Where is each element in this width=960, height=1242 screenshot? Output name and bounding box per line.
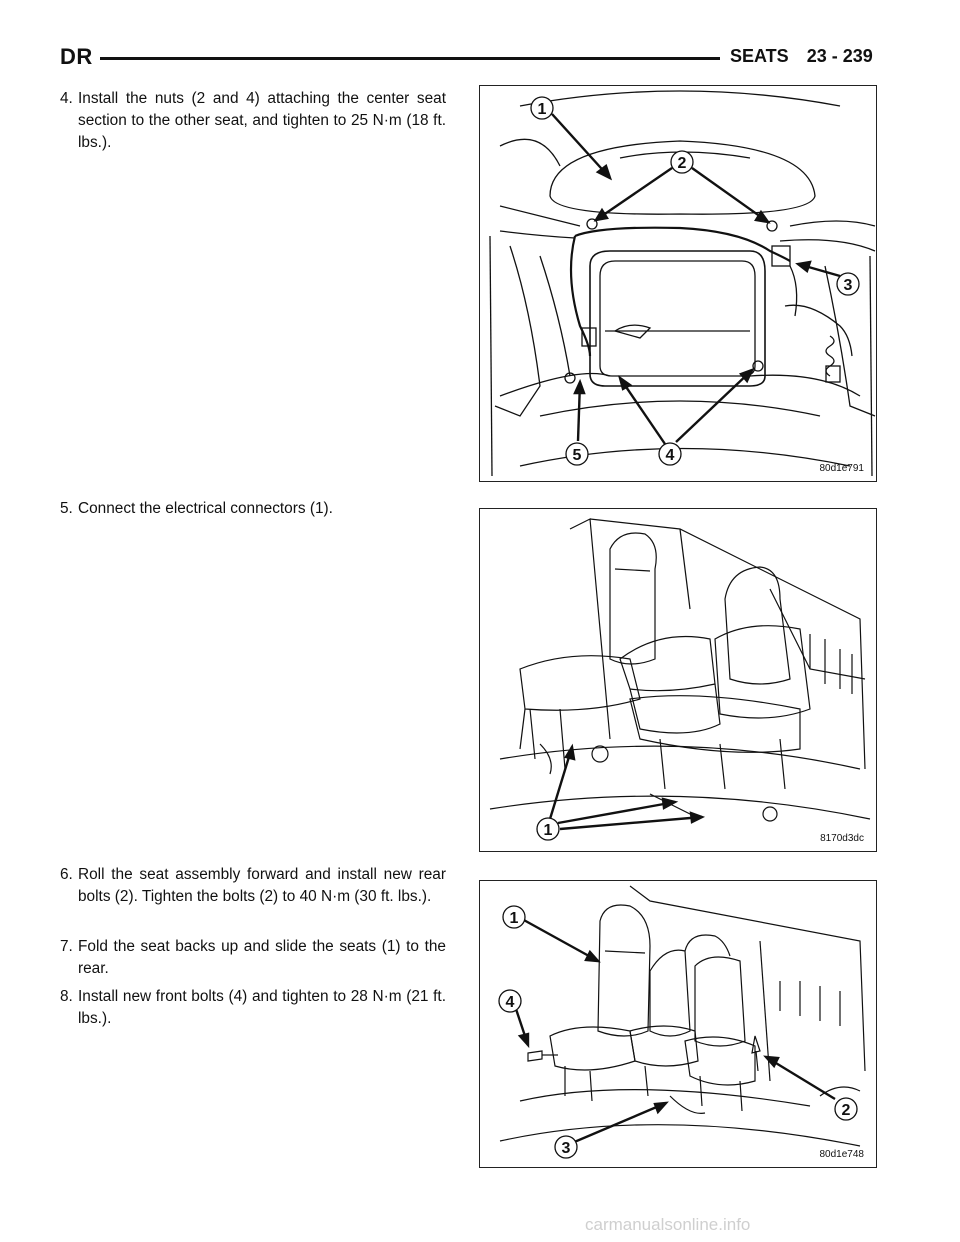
step-6 bbox=[60, 864, 446, 908]
callout-label: 4 bbox=[505, 994, 515, 1011]
figure-center-seat-nuts bbox=[479, 85, 877, 482]
callout-label: 3 bbox=[843, 277, 853, 294]
step-number: 8. bbox=[60, 988, 73, 1005]
step-4 bbox=[60, 88, 446, 154]
header-rule bbox=[100, 57, 720, 60]
figure-code: 80d1e791 bbox=[819, 463, 864, 474]
figure-code: 80d1e748 bbox=[819, 1149, 864, 1160]
section-title: SEATS bbox=[730, 46, 789, 66]
site-watermark: carmanualsonline.info bbox=[585, 1215, 751, 1234]
callout-label: 4 bbox=[665, 447, 675, 464]
header-section bbox=[730, 46, 873, 67]
step-text: Roll the seat assembly forward and install new rear bolts (2). Tighten the bolts (2) to 40 N·m (30 ft. lbs.). bbox=[78, 866, 446, 905]
step-text: Fold the seat backs up and slide the seats (1) to the rear. bbox=[78, 938, 446, 977]
callout-label: 1 bbox=[543, 822, 553, 839]
step-7 bbox=[60, 936, 446, 980]
step-number: 6. bbox=[60, 866, 73, 883]
step-text: Install the nuts (2 and 4) attaching the center seat section to the other seat, and tighten to 25 N·m (18 ft. lbs.). bbox=[78, 90, 446, 151]
figure-electrical-connectors bbox=[479, 508, 877, 852]
step-8 bbox=[60, 986, 446, 1030]
callout-label: 1 bbox=[509, 910, 519, 927]
step-5 bbox=[60, 498, 446, 520]
callout-label: 2 bbox=[841, 1102, 851, 1119]
callout-label: 1 bbox=[537, 101, 547, 118]
figure-seat-bolts bbox=[479, 880, 877, 1168]
callout-label: 5 bbox=[572, 447, 582, 464]
step-number: 7. bbox=[60, 938, 73, 955]
illustration-seat-connectors bbox=[480, 509, 877, 852]
step-text: Install new front bolts (4) and tighten to 28 N·m (21 ft. lbs.). bbox=[78, 988, 446, 1027]
step-number: 4. bbox=[60, 90, 73, 107]
figure-code: 8170d3dc bbox=[820, 833, 864, 844]
illustration-seat-bolts bbox=[480, 881, 877, 1168]
model-code: DR bbox=[60, 44, 93, 69]
page-number: 23 - 239 bbox=[806, 46, 873, 66]
step-number: 5. bbox=[60, 500, 73, 517]
step-text: Connect the electrical connectors (1). bbox=[78, 500, 333, 517]
callout-label: 2 bbox=[677, 155, 687, 172]
callout-label: 3 bbox=[561, 1140, 571, 1157]
illustration-center-seat bbox=[480, 86, 877, 482]
